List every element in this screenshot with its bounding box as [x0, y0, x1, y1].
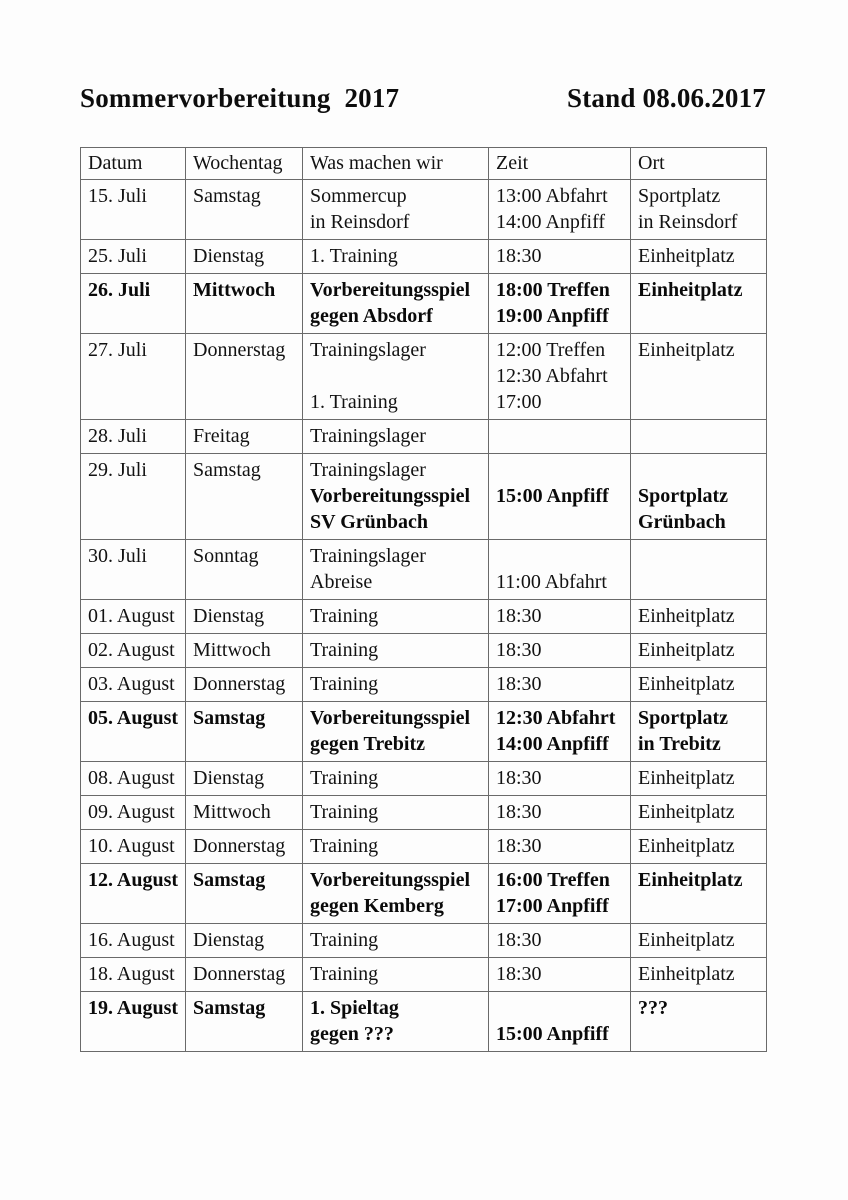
- cell-line: 18:30: [496, 605, 542, 627]
- cell-line: [496, 543, 626, 569]
- table-cell: [186, 830, 303, 864]
- cell-line: Training: [310, 963, 379, 985]
- table-cell: [631, 180, 767, 240]
- cell-line: 1. Training: [310, 245, 398, 267]
- cell-line: ???: [638, 997, 668, 1019]
- cell-line: Training: [310, 801, 379, 823]
- table-cell: [303, 600, 489, 634]
- cell-line: 1. Spieltag: [310, 997, 399, 1019]
- cell-line: Einheitplatz: [638, 835, 735, 857]
- table-cell: [186, 924, 303, 958]
- table-cell: [81, 668, 186, 702]
- cell-line: Sommercup: [310, 185, 407, 207]
- cell-line: 12:30 Abfahrt: [496, 365, 608, 387]
- cell-line: 28. Juli: [88, 425, 147, 447]
- cell-line: in Reinsdorf: [310, 211, 410, 233]
- column-header: Ort: [631, 148, 767, 180]
- cell-line: Sportplatz: [638, 707, 728, 729]
- cell-line: Vorbereitungsspiel: [310, 707, 471, 729]
- table-cell: [186, 634, 303, 668]
- cell-line: Dienstag: [193, 605, 265, 627]
- cell-line: 25. Juli: [88, 245, 147, 267]
- table-cell: [631, 240, 767, 274]
- cell-line: 18:00 Treffen: [496, 279, 610, 301]
- table-cell: [186, 454, 303, 540]
- table-cell: [303, 274, 489, 334]
- cell-line: Samstag: [193, 997, 266, 1019]
- table-cell: [186, 992, 303, 1052]
- column-header: Was machen wir: [303, 148, 489, 180]
- table-cell: [81, 600, 186, 634]
- cell-line: Einheitplatz: [638, 869, 743, 891]
- cell-line: Einheitplatz: [638, 801, 735, 823]
- cell-line: 10. August: [88, 835, 175, 857]
- cell-line: 18:30: [496, 767, 542, 789]
- cell-line: 17:00 Anpfiff: [496, 895, 609, 917]
- table-cell: [631, 420, 767, 454]
- table-cell: [489, 668, 631, 702]
- table-cell: [489, 634, 631, 668]
- cell-line: Sportplatz: [638, 485, 728, 507]
- table-cell: [631, 830, 767, 864]
- cell-line: 16. August: [88, 929, 175, 951]
- table-cell: [81, 420, 186, 454]
- table-cell: [303, 420, 489, 454]
- table-cell: [81, 454, 186, 540]
- table-cell: [489, 992, 631, 1052]
- column-header: Zeit: [489, 148, 631, 180]
- cell-line: 14:00 Anpfiff: [496, 211, 606, 233]
- cell-line: 19:00 Anpfiff: [496, 305, 609, 327]
- table-cell: [186, 600, 303, 634]
- cell-line: Donnerstag: [193, 835, 286, 857]
- table-row: [81, 180, 767, 240]
- table-cell: [81, 702, 186, 762]
- cell-line: Donnerstag: [193, 963, 286, 985]
- table-cell: [631, 334, 767, 420]
- cell-line: Donnerstag: [193, 673, 286, 695]
- table-cell: [186, 796, 303, 830]
- table-cell: [81, 864, 186, 924]
- cell-line: Trainingslager: [310, 459, 426, 481]
- cell-line: [496, 457, 626, 483]
- cell-line: 27. Juli: [88, 339, 147, 361]
- cell-line: Dienstag: [193, 245, 265, 267]
- cell-line: Vorbereitungsspiel: [310, 869, 471, 891]
- table-row: [81, 634, 767, 668]
- table-cell: [489, 420, 631, 454]
- table-row: [81, 796, 767, 830]
- cell-line: in Reinsdorf: [638, 211, 738, 233]
- table-cell: [81, 992, 186, 1052]
- table-cell: [303, 924, 489, 958]
- table-cell: [489, 600, 631, 634]
- table-cell: [631, 924, 767, 958]
- table-cell: [186, 540, 303, 600]
- cell-line: [496, 995, 626, 1021]
- cell-line: 15. Juli: [88, 185, 147, 207]
- cell-line: 18:30: [496, 801, 542, 823]
- table-cell: [631, 864, 767, 924]
- table-body: [81, 180, 767, 1052]
- table-cell: [303, 992, 489, 1052]
- table-cell: [81, 924, 186, 958]
- cell-line: 18:30: [496, 673, 542, 695]
- cell-line: Training: [310, 605, 379, 627]
- table-row: [81, 830, 767, 864]
- column-header: Wochentag: [186, 148, 303, 180]
- table-cell: [631, 668, 767, 702]
- table-cell: [186, 334, 303, 420]
- table-row: [81, 274, 767, 334]
- cell-line: Einheitplatz: [638, 767, 735, 789]
- cell-line: 15:00 Anpfiff: [496, 1023, 609, 1045]
- table-cell: [631, 992, 767, 1052]
- table-cell: [303, 540, 489, 600]
- cell-line: Dienstag: [193, 929, 265, 951]
- table-cell: [81, 274, 186, 334]
- cell-line: Vorbereitungsspiel: [310, 485, 471, 507]
- table-cell: [81, 334, 186, 420]
- table-cell: [489, 702, 631, 762]
- table-row: [81, 702, 767, 762]
- cell-line: Training: [310, 767, 379, 789]
- cell-line: Sportplatz: [638, 185, 721, 207]
- cell-line: 18:30: [496, 929, 542, 951]
- cell-line: Samstag: [193, 869, 266, 891]
- document-header: [80, 83, 766, 114]
- table-cell: [81, 762, 186, 796]
- cell-line: Training: [310, 835, 379, 857]
- cell-line: Training: [310, 639, 379, 661]
- table-cell: [631, 634, 767, 668]
- cell-line: Grünbach: [638, 511, 726, 533]
- cell-line: Einheitplatz: [638, 339, 735, 361]
- table-cell: [489, 796, 631, 830]
- cell-line: gegen Absdorf: [310, 305, 433, 327]
- cell-line: in Trebitz: [638, 733, 721, 755]
- table-cell: [303, 454, 489, 540]
- table-cell: [186, 958, 303, 992]
- table-cell: [631, 762, 767, 796]
- table-cell: [303, 796, 489, 830]
- table-row: [81, 864, 767, 924]
- header-row: [81, 148, 767, 180]
- cell-line: 05. August: [88, 707, 179, 729]
- cell-line: Einheitplatz: [638, 639, 735, 661]
- table-cell: [81, 540, 186, 600]
- cell-line: 12:30 Abfahrt: [496, 707, 616, 729]
- table-cell: [631, 540, 767, 600]
- cell-line: gegen ???: [310, 1023, 394, 1045]
- cell-line: 30. Juli: [88, 545, 147, 567]
- table-row: [81, 762, 767, 796]
- cell-line: Samstag: [193, 459, 261, 481]
- schedule-table: [80, 147, 767, 1052]
- cell-line: Einheitplatz: [638, 929, 735, 951]
- table-row: [81, 924, 767, 958]
- cell-line: 09. August: [88, 801, 175, 823]
- cell-line: Dienstag: [193, 767, 265, 789]
- table-cell: [631, 600, 767, 634]
- cell-line: 19. August: [88, 997, 179, 1019]
- table-row: [81, 668, 767, 702]
- table-cell: [303, 864, 489, 924]
- table-cell: [81, 240, 186, 274]
- table-cell: [303, 634, 489, 668]
- cell-line: 01. August: [88, 605, 175, 627]
- table-row: [81, 992, 767, 1052]
- table-row: [81, 334, 767, 420]
- cell-line: 18. August: [88, 963, 175, 985]
- cell-line: 02. August: [88, 639, 175, 661]
- table-cell: [186, 864, 303, 924]
- table-cell: [303, 668, 489, 702]
- cell-line: 12:00 Treffen: [496, 339, 606, 361]
- cell-line: 03. August: [88, 673, 175, 695]
- table-row: [81, 540, 767, 600]
- cell-line: Einheitplatz: [638, 279, 743, 301]
- table-cell: [631, 702, 767, 762]
- cell-line: Training: [310, 929, 379, 951]
- table-cell: [631, 796, 767, 830]
- table-row: [81, 420, 767, 454]
- cell-line: Samstag: [193, 707, 266, 729]
- cell-line: 15:00 Anpfiff: [496, 485, 609, 507]
- cell-line: Einheitplatz: [638, 605, 735, 627]
- table-cell: [81, 796, 186, 830]
- cell-line: [310, 363, 484, 389]
- table-cell: [489, 958, 631, 992]
- cell-line: 18:30: [496, 245, 542, 267]
- table-cell: [489, 762, 631, 796]
- table-head: [81, 148, 767, 180]
- cell-line: Sonntag: [193, 545, 259, 567]
- table-cell: [186, 420, 303, 454]
- table-cell: [303, 762, 489, 796]
- table-cell: [186, 668, 303, 702]
- page-title: Sommervorbereitung 2017: [80, 83, 400, 113]
- table-cell: [489, 240, 631, 274]
- cell-line: 29. Juli: [88, 459, 147, 481]
- table-cell: [489, 864, 631, 924]
- table-cell: [303, 180, 489, 240]
- table-cell: [81, 634, 186, 668]
- cell-line: Vorbereitungsspiel: [310, 279, 471, 301]
- table-cell: [303, 830, 489, 864]
- cell-line: Trainingslager: [310, 339, 426, 361]
- table-cell: [81, 958, 186, 992]
- version-date: Stand 08.06.2017: [567, 83, 766, 113]
- table-cell: [81, 830, 186, 864]
- cell-line: Einheitplatz: [638, 673, 735, 695]
- cell-line: gegen Kemberg: [310, 895, 444, 917]
- cell-line: 12. August: [88, 869, 179, 891]
- cell-line: Donnerstag: [193, 339, 286, 361]
- cell-line: gegen Trebitz: [310, 733, 425, 755]
- table-row: [81, 240, 767, 274]
- table-cell: [489, 334, 631, 420]
- cell-line: Training: [310, 673, 379, 695]
- cell-line: Abreise: [310, 571, 373, 593]
- table-cell: [81, 180, 186, 240]
- table-cell: [489, 454, 631, 540]
- cell-line: 14:00 Anpfiff: [496, 733, 609, 755]
- cell-line: 18:30: [496, 639, 542, 661]
- cell-line: Trainingslager: [310, 425, 426, 447]
- table-row: [81, 454, 767, 540]
- cell-line: Samstag: [193, 185, 261, 207]
- table-cell: [303, 240, 489, 274]
- table-cell: [489, 540, 631, 600]
- table-cell: [631, 454, 767, 540]
- cell-line: 13:00 Abfahrt: [496, 185, 608, 207]
- table-cell: [186, 240, 303, 274]
- cell-line: 08. August: [88, 767, 175, 789]
- cell-line: SV Grünbach: [310, 511, 429, 533]
- cell-line: Mittwoch: [193, 279, 276, 301]
- cell-line: Freitag: [193, 425, 250, 447]
- cell-line: Einheitplatz: [638, 245, 735, 267]
- table-row: [81, 958, 767, 992]
- table-cell: [186, 180, 303, 240]
- cell-line: Mittwoch: [193, 801, 271, 823]
- cell-line: Einheitplatz: [638, 963, 735, 985]
- cell-line: 17:00: [496, 391, 542, 413]
- table-cell: [489, 830, 631, 864]
- cell-line: 18:30: [496, 963, 542, 985]
- cell-line: Trainingslager: [310, 545, 426, 567]
- cell-line: 11:00 Abfahrt: [496, 571, 607, 593]
- cell-line: 18:30: [496, 835, 542, 857]
- cell-line: Mittwoch: [193, 639, 271, 661]
- table-cell: [186, 702, 303, 762]
- table-cell: [631, 958, 767, 992]
- table-cell: [303, 334, 489, 420]
- cell-line: [638, 457, 762, 483]
- table-cell: [489, 924, 631, 958]
- column-header: Datum: [81, 148, 186, 180]
- cell-line: 16:00 Treffen: [496, 869, 610, 891]
- table-cell: [489, 274, 631, 334]
- table-cell: [186, 274, 303, 334]
- table-cell: [489, 180, 631, 240]
- table-cell: [631, 274, 767, 334]
- cell-line: 1. Training: [310, 391, 398, 413]
- table-row: [81, 600, 767, 634]
- table-cell: [303, 958, 489, 992]
- table-cell: [186, 762, 303, 796]
- cell-line: 26. Juli: [88, 279, 151, 301]
- table-cell: [303, 702, 489, 762]
